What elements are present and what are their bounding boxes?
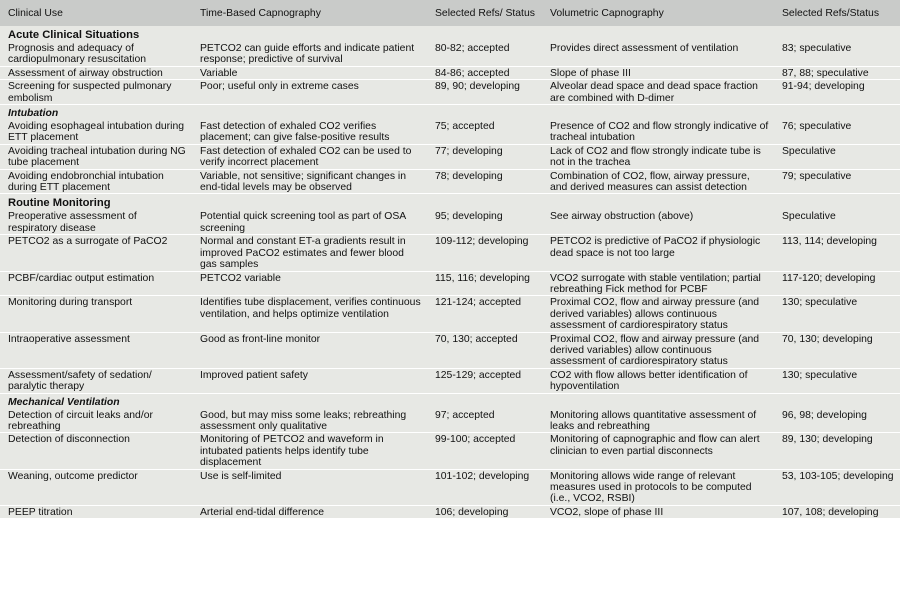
header-time-based: Time-Based Capnography — [200, 7, 321, 19]
cell-use: Prognosis and adequacy of cardiopulmonary resuscitation — [0, 42, 192, 66]
cell-refs2: 79; speculative — [774, 169, 900, 194]
subsection-title: Mechanical Ventilation — [8, 396, 120, 408]
table-row — [0, 433, 900, 469]
cell-use: Preoperative assessment of respiratory disease — [0, 210, 192, 234]
table-row — [0, 409, 900, 433]
cell-time: Fast detection of exhaled CO2 can be used to verify incorrect placement — [192, 144, 427, 169]
cell-time: Use is self-limited — [192, 469, 427, 505]
cell-refs2: 117-120; developing — [774, 271, 900, 296]
cell-refs2: Speculative — [774, 210, 900, 234]
cell-vol: Combination of CO2, flow, airway pressure, and derived measures can assist detection — [542, 169, 774, 194]
cell-time: Identifies tube displacement, verifies continuous ventilation, and helps optimize ventilation — [192, 296, 427, 332]
table-header — [0, 0, 900, 26]
table-row — [0, 42, 900, 66]
cell-time: Monitoring of PETCO2 and waveform in intubated patients helps identify tube displacement — [192, 433, 427, 469]
cell-refs1: 78; developing — [427, 169, 542, 194]
cell-refs1: 95; developing — [427, 210, 542, 234]
cell-vol: VCO2 surrogate with stable ventilation; partial rebreathing Fick method for PCBF — [542, 271, 774, 296]
cell-use: PCBF/cardiac output estimation — [0, 271, 192, 296]
cell-time: Good as front-line monitor — [192, 332, 427, 368]
cell-time: PETCO2 can guide efforts and indicate patient response; predictive of survival — [192, 42, 427, 66]
cell-refs1: 101-102; developing — [427, 469, 542, 505]
cell-use: Weaning, outcome predictor — [0, 469, 192, 505]
cell-vol: Slope of phase III — [542, 66, 774, 79]
table-row — [0, 80, 900, 105]
cell-vol: Presence of CO2 and flow strongly indicative of tracheal intubation — [542, 120, 774, 144]
cell-refs1: 84-86; accepted — [427, 66, 542, 79]
cell-time: Good, but may miss some leaks; rebreathing assessment only qualitative — [192, 409, 427, 433]
cell-vol: Monitoring allows wide range of relevant measures used in protocols to be computed (i.e., VCO2, RSBI) — [542, 469, 774, 505]
cell-refs2: 96, 98; developing — [774, 409, 900, 433]
cell-refs2: 76; speculative — [774, 120, 900, 144]
header-clinical-use: Clinical Use — [8, 7, 63, 19]
cell-vol: Alveolar dead space and dead space fraction are combined with D-dimer — [542, 80, 774, 105]
section-title: Acute Clinical Situations — [8, 29, 140, 41]
cell-refs1: 89, 90; developing — [427, 80, 542, 105]
table-row — [0, 271, 900, 296]
cell-vol: Proximal CO2, flow and airway pressure (and derived variables) allow continuous assessment of cardiorespiratory status — [542, 332, 774, 368]
cell-refs1: 80-82; accepted — [427, 42, 542, 66]
cell-use: Avoiding esophageal intubation during ETT placement — [0, 120, 192, 144]
table-row — [0, 296, 900, 332]
cell-refs2: 70, 130; developing — [774, 332, 900, 368]
cell-use: PETCO2 as a surrogate of PaCO2 — [0, 235, 192, 271]
cell-refs1: 125-129; accepted — [427, 368, 542, 393]
header-volumetric: Volumetric Capnography — [550, 7, 664, 19]
header-refs-status-1: Selected Refs/ Status — [435, 7, 535, 19]
cell-refs1: 121-124; accepted — [427, 296, 542, 332]
table-row — [0, 332, 900, 368]
cell-refs2: 53, 103-105; developing — [774, 469, 900, 505]
cell-refs2: 113, 114; developing — [774, 235, 900, 271]
cell-time: Variable — [192, 66, 427, 79]
cell-refs1: 77; developing — [427, 144, 542, 169]
cell-use: Avoiding endobronchial intubation during ETT placement — [0, 169, 192, 194]
cell-vol: PETCO2 is predictive of PaCO2 if physiologic dead space is not too large — [542, 235, 774, 271]
cell-refs1: 115, 116; developing — [427, 271, 542, 296]
subsection-title: Intubation — [8, 108, 59, 120]
cell-vol: Provides direct assessment of ventilation — [542, 42, 774, 66]
cell-use: PEEP titration — [8, 506, 73, 518]
cell-vol: See airway obstruction (above) — [542, 210, 774, 234]
cell-use: Screening for suspected pulmonary embolism — [0, 80, 192, 105]
table-row — [0, 505, 900, 518]
cell-vol: CO2 with flow allows better identification of hypoventilation — [542, 368, 774, 393]
table-row — [0, 235, 900, 271]
cell-vol: Monitoring of capnographic and flow can alert clinician to even partial disconnects — [542, 433, 774, 469]
cell-refs1: 109-112; developing — [427, 235, 542, 271]
table-row — [0, 368, 900, 393]
cell-use: Avoiding tracheal intubation during NG tube placement — [0, 144, 192, 169]
table-body — [0, 26, 900, 518]
cell-refs2: Speculative — [774, 144, 900, 169]
table-row — [0, 469, 900, 505]
cell-refs2: 83; speculative — [774, 42, 900, 66]
cell-refs2: 130; speculative — [774, 296, 900, 332]
table-row — [0, 169, 900, 194]
cell-refs1: 99-100; accepted — [427, 433, 542, 469]
cell-time: PETCO2 variable — [192, 271, 427, 296]
section-title: Routine Monitoring — [8, 197, 111, 210]
cell-refs1: 106; developing — [435, 506, 509, 518]
cell-use: Monitoring during transport — [0, 296, 192, 332]
cell-refs1: 75; accepted — [427, 120, 542, 144]
cell-refs2: 130; speculative — [774, 368, 900, 393]
cell-refs1: 70, 130; accepted — [427, 332, 542, 368]
cell-vol: Monitoring allows quantitative assessment of leaks and rebreathing — [542, 409, 774, 433]
cell-refs2: 107, 108; developing — [782, 506, 879, 518]
header-refs-status-2: Selected Refs/Status — [782, 7, 880, 19]
table-row — [0, 120, 900, 144]
cell-time: Arterial end-tidal difference — [200, 506, 324, 518]
cell-refs2: 87, 88; speculative — [774, 66, 900, 79]
cell-use: Assessment/safety of sedation/ paralytic therapy — [0, 368, 192, 393]
cell-time: Fast detection of exhaled CO2 verifies placement; can give false-positive results — [192, 120, 427, 144]
cell-time: Improved patient safety — [192, 368, 427, 393]
cell-vol: VCO2, slope of phase III — [550, 506, 664, 518]
cell-time: Normal and constant ET-a gradients result in improved PaCO2 estimates and fewer blood gas samples — [192, 235, 427, 271]
table-row — [0, 210, 900, 234]
cell-vol: Lack of CO2 and flow strongly indicate tube is not in the trachea — [542, 144, 774, 169]
table-row — [0, 66, 900, 79]
cell-use: Assessment of airway obstruction — [0, 66, 192, 79]
cell-vol: Proximal CO2, flow and airway pressure (and derived variables) allows continuous assessment of cardiorespiratory status — [542, 296, 774, 332]
cell-use: Detection of circuit leaks and/or rebreathing — [0, 409, 192, 433]
cell-refs2: 89, 130; developing — [774, 433, 900, 469]
cell-time: Poor; useful only in extreme cases — [192, 80, 427, 105]
cell-refs1: 97; accepted — [427, 409, 542, 433]
cell-use: Detection of disconnection — [0, 433, 192, 469]
cell-time: Potential quick screening tool as part of OSA screening — [192, 210, 427, 234]
cell-use: Intraoperative assessment — [0, 332, 192, 368]
cell-time: Variable, not sensitive; significant changes in end-tidal levels may be observed — [192, 169, 427, 194]
table-row — [0, 144, 900, 169]
cell-refs2: 91-94; developing — [774, 80, 900, 105]
